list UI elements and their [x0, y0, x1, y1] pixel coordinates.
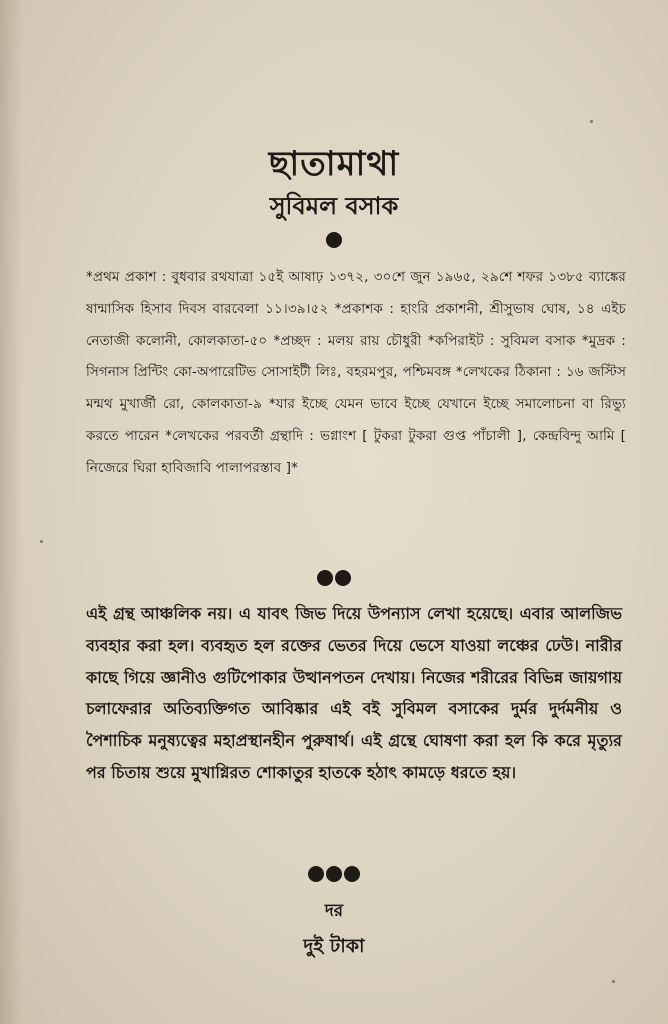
- blurb-text: এই গ্রন্থ আঞ্চলিক নয়। এ যাবৎ জিভ দিয়ে উপন্যাস লেখা হয়েছে। এবার আলজিভ ব্যবহার করা হল। ব্যবহৃত হল রক্তের ভেতর দিয়ে ভেসে যাওয়া লঞ্চের ঢেউ। নারীর কাছে গিয়ে জ্ঞানীও গুটিপোকার উত্থানপতন দেখায়। নিজের শরীরের বিভিন্ন জায়গায় চলাফেরার অতিব্যক্তিগত আবিষ্কার এই বই সুবিমল বসাকের দুর্মর দুর্দমনীয় ও পৈশাচিক মনুষ্যত্বের মহাপ্রস্থানহীন পুরুষার্থ। এই গ্রন্থে ঘোষণা করা হল কি করে মৃত্যুর পর চিতায় শুয়ে মুখাগ্নিরত শোকাতুর হাতকে হঠাৎ কামড়ে ধরতে হয়।: [86, 604, 622, 782]
- price-label: দর: [324, 901, 344, 921]
- paper-speck: [612, 980, 615, 983]
- colophon-text: *প্রথম প্রকাশ : বুধবার রথযাত্রা ১৫ই আষাঢ় ১৩৭২, ৩০শে জুন ১৯৬৫, ২৯শে শফর ১৩৮৫ ব্যাঙ্কের ষান্মাসিক হিসাব দিবস বারবেলা ১১।৩৯।৫২ *প্রকাশক : হাংরি প্রকাশনী, শ্রীসুভাষ ঘোষ, ১৪ এইচ নেতাজী কলোনী, কোলকাতা-৫০ *প্রচ্ছদ : মলয় রায় চৌধুরী *কপিরাইট : সুবিমল বসাক *মুদ্রক : সিগনাস প্রিন্টিং কো-অপারেটিভ সোসাইটী লিঃ, বহরমপুর, পশ্চিমবঙ্গ *লেখকের ঠিকানা : ১৬ জস্টিস মন্মথ মুখার্জী রো, কোলকাতা-৯ *যার ইচ্ছে যেমন ভাবে ইচ্ছে যেখানে ইচ্ছে সমালোচনা বা রিভ্যু করতে পারেন *লেখকের পরবর্তী গ্রন্থাদি : ভগ্নাংশ [ টুকরা টুকরা গুপ্ত পাঁচালী ], কেন্দ্রবিন্দু আমি [ নিজেরে ঘিরা হাবিজাবি পালাপরস্তাব ]*: [86, 270, 626, 476]
- ornament-dot: [326, 232, 342, 248]
- paper-speck: [40, 540, 43, 543]
- ornament-dot: [344, 866, 360, 882]
- ornament-one-dot: [0, 232, 668, 248]
- book-author: সুবিমল বসাক: [269, 192, 399, 220]
- paper-speck: [590, 120, 593, 123]
- ornament-dot: [317, 570, 333, 586]
- price-value: দুই টাকা: [303, 935, 365, 957]
- ornament-three-dots: [0, 866, 668, 882]
- ornament-dot: [308, 866, 324, 882]
- ornament-two-dots: [0, 570, 668, 586]
- ornament-dot: [326, 866, 342, 882]
- book-title: ছাতামাথা: [268, 144, 400, 184]
- ornament-dot: [335, 570, 351, 586]
